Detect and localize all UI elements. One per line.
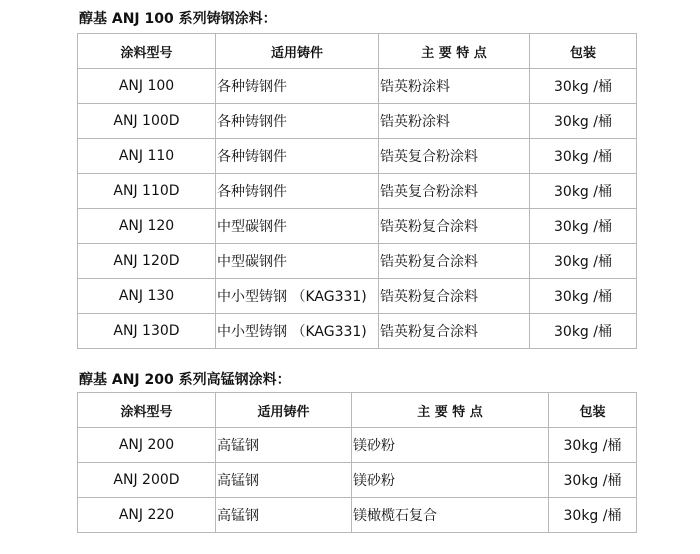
cell-pack: 30kg /桶: [549, 498, 637, 533]
header-feature: 主 要 特 点: [352, 393, 549, 428]
header-pack: 包装: [549, 393, 637, 428]
cell-pack: 30kg /桶: [549, 428, 637, 463]
cell-casting: 各种铸钢件: [216, 139, 379, 174]
table-row: [78, 104, 637, 139]
cell-model: ANJ 220: [78, 498, 216, 533]
cell-feature: 镁砂粉: [352, 428, 549, 463]
table-row: [78, 498, 637, 533]
cell-model: ANJ 120D: [78, 244, 216, 279]
cell-pack: 30kg /桶: [530, 174, 637, 209]
cell-casting: 高锰钢: [216, 463, 352, 498]
table-row: [78, 279, 637, 314]
header-casting: 适用铸件: [216, 393, 352, 428]
cell-feature: 镁橄榄石复合: [352, 498, 549, 533]
cell-pack: 30kg /桶: [549, 463, 637, 498]
header-model: 涂料型号: [78, 393, 216, 428]
cell-feature: 锆英粉复合涂料: [379, 314, 530, 349]
table-row: [78, 139, 637, 174]
section1-title: 醇基 ANJ 100 系列铸钢涂料：: [79, 11, 277, 27]
cell-feature: 锆英粉复合涂料: [379, 209, 530, 244]
cell-feature: 锆英复合粉涂料: [379, 174, 530, 209]
table-row: [78, 174, 637, 209]
cell-model: ANJ 200D: [78, 463, 216, 498]
cell-model: ANJ 120: [78, 209, 216, 244]
anj200-series-table: [77, 392, 637, 533]
table-row: [78, 244, 637, 279]
cell-model: ANJ 100: [78, 69, 216, 104]
cell-feature: 锆英粉涂料: [379, 104, 530, 139]
cell-casting: 各种铸钢件: [216, 174, 379, 209]
cell-model: ANJ 130: [78, 279, 216, 314]
cell-casting: 中小型铸钢 （KAG331): [216, 314, 379, 349]
table-row: [78, 209, 637, 244]
cell-feature: 锆英粉复合涂料: [379, 244, 530, 279]
table-header-row: [78, 393, 637, 428]
table-row: [78, 314, 637, 349]
cell-pack: 30kg /桶: [530, 69, 637, 104]
cell-casting: 中型碳钢件: [216, 209, 379, 244]
header-feature: 主 要 特 点: [379, 34, 530, 69]
cell-feature: 镁砂粉: [352, 463, 549, 498]
cell-casting: 高锰钢: [216, 498, 352, 533]
cell-model: ANJ 110D: [78, 174, 216, 209]
table-row: [78, 69, 637, 104]
cell-casting: 中型碳钢件: [216, 244, 379, 279]
cell-casting: 中小型铸钢 （KAG331): [216, 279, 379, 314]
cell-casting: 各种铸钢件: [216, 69, 379, 104]
cell-feature: 锆英复合粉涂料: [379, 139, 530, 174]
cell-casting: 各种铸钢件: [216, 104, 379, 139]
cell-pack: 30kg /桶: [530, 209, 637, 244]
cell-pack: 30kg /桶: [530, 139, 637, 174]
cell-model: ANJ 110: [78, 139, 216, 174]
cell-model: ANJ 100D: [78, 104, 216, 139]
cell-feature: 锆英粉复合涂料: [379, 279, 530, 314]
cell-casting: 高锰钢: [216, 428, 352, 463]
table-header-row: [78, 34, 637, 69]
header-model: 涂料型号: [78, 34, 216, 69]
header-casting: 适用铸件: [216, 34, 379, 69]
cell-pack: 30kg /桶: [530, 279, 637, 314]
cell-model: ANJ 200: [78, 428, 216, 463]
cell-pack: 30kg /桶: [530, 244, 637, 279]
table-row: [78, 428, 637, 463]
section2-title: 醇基 ANJ 200 系列高锰钢涂料：: [79, 372, 291, 388]
header-pack: 包装: [530, 34, 637, 69]
cell-feature: 锆英粉涂料: [379, 69, 530, 104]
table-row: [78, 463, 637, 498]
cell-pack: 30kg /桶: [530, 314, 637, 349]
anj100-series-table: [77, 33, 637, 349]
cell-pack: 30kg /桶: [530, 104, 637, 139]
cell-model: ANJ 130D: [78, 314, 216, 349]
